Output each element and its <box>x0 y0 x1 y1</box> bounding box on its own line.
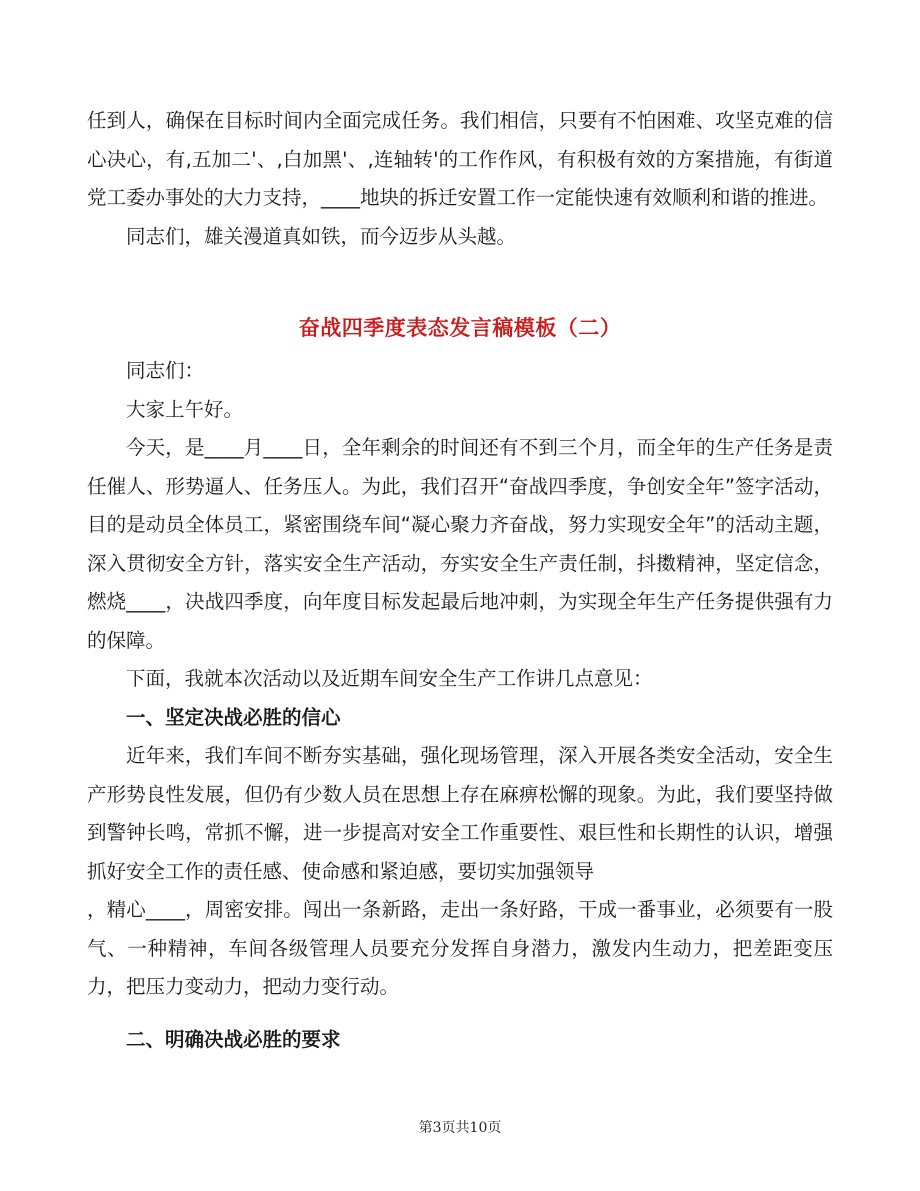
paragraph-continuation: ，精心____，周密安排。闯出一条新路，走出一条好路，干成一番事业，必须要有一股气、一种精神，车间各级管理人员要充分发挥自身潜力，激发内生动力，把差距变压力，把压力变动力，把动力变行动。 <box>87 898 833 998</box>
section-heading: 一、坚定决战必胜的信心 <box>126 705 341 729</box>
salutation: 同志们： <box>126 359 205 382</box>
previous-section-text <box>87 102 833 256</box>
paragraph: 同志们，雄关漫道真如铁，而今迈步从头越。 <box>126 224 517 248</box>
paragraph: 近年来，我们车间不断夯实基础，强化现场管理，深入开展各类安全活动，安全生产形势良性发展，但仍有少数人员在思想上存在麻痹松懈的现象。为此，我们要坚持做到警钟长鸣，常抓不懈，进一步提高对安全工作重要性、艰巨性和长期性的认识，增强抓好安全工作的责任感、使命感和紧迫感，要切实加强领导 <box>87 744 833 883</box>
paragraph: 下面，我就本次活动以及近期车间安全生产工作讲几点意见： <box>126 667 653 690</box>
speech-body <box>87 352 833 1059</box>
document-title: 奋战四季度表态发言稿模板（二） <box>298 316 622 340</box>
paragraph: 任到人，确保在目标时间内全面完成任务。我们相信，只要有不怕困难、攻坚克难的信心决心，有,五加二'、,白加黑'、,连轴转'的工作作风，有积极有效的方案措施，有街道党工委办事处的大力支持，____地块的拆迁安置工作一定能快速有效顺利和谐的推进。 <box>87 109 833 209</box>
section-heading: 二、明确决战必胜的要求 <box>126 1027 341 1051</box>
greeting: 大家上午好。 <box>126 397 244 421</box>
paragraph: 今天，是____月____日，全年剩余的时间还有不到三个月，而全年的生产任务是责任催人、形势逼人、任务压人。为此，我们召开“奋战四季度，争创安全年”签字活动，目的是动员全体员工，紧密围绕车间“凝心聚力齐奋战，努力实现安全年”的活动主题，深入贯彻安全方针，落实安全生产活动，夯实安全生产责任制，抖擞精神，坚定信念，燃烧____，决战四季度，向年度目标发起最后地冲刺，为实现全年生产任务提供强有力的保障。 <box>87 436 833 652</box>
page-number: 第3页共10页 <box>418 1120 502 1136</box>
